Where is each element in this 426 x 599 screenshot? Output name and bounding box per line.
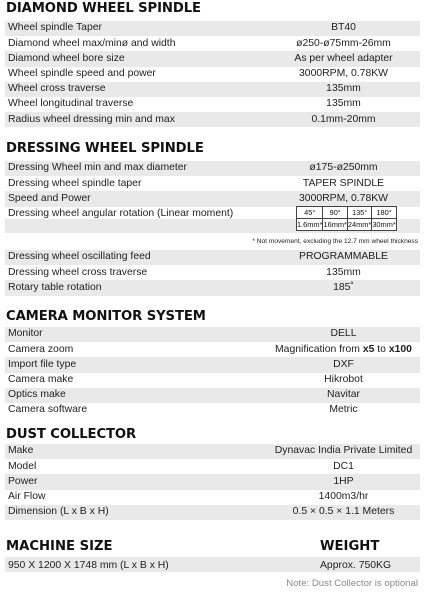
spec-row bbox=[5, 51, 420, 66]
moment-cell: 30mm* bbox=[372, 220, 396, 229]
spec-value: Metric bbox=[329, 404, 358, 416]
machine-size-value: 950 X 1200 X 1748 mm (L x B x H) bbox=[8, 560, 169, 571]
spec-row bbox=[5, 265, 420, 280]
spec-label: Wheel spindle Taper bbox=[8, 22, 102, 34]
spec-value: Dynavac India Private Limited bbox=[274, 445, 413, 457]
spec-row bbox=[5, 388, 420, 403]
diamond-section-title: DIAMOND WHEEL SPINDLE bbox=[6, 1, 201, 16]
spec-row bbox=[5, 176, 420, 191]
weight-value: Approx. 750KG bbox=[320, 560, 392, 571]
dust-rows bbox=[5, 444, 420, 520]
moment-cell: 1.6mm* bbox=[297, 220, 323, 229]
spec-label: Diamond wheel max/minø and width bbox=[8, 37, 176, 49]
spec-value: Hikrobot bbox=[324, 373, 363, 385]
spec-label: Camera zoom bbox=[8, 343, 74, 355]
spec-label: Speed and Power bbox=[8, 192, 91, 204]
spec-label: Camera software bbox=[8, 404, 88, 416]
moment-cell: 24mm* bbox=[347, 220, 372, 229]
spec-value: ø250-ø75mm-26mm bbox=[296, 37, 391, 49]
spec-label: Dressing wheel angular rotation (Linear moment) bbox=[8, 207, 234, 219]
spec-row bbox=[5, 280, 420, 295]
spec-row bbox=[5, 373, 420, 388]
spec-row bbox=[5, 459, 420, 474]
spec-row bbox=[5, 505, 420, 520]
spec-row bbox=[5, 444, 420, 459]
spec-value: 0.1mm-20mm bbox=[311, 113, 376, 125]
angle-row bbox=[297, 207, 397, 219]
spec-value: DXF bbox=[333, 358, 354, 370]
dust-section-title: DUST COLLECTOR bbox=[6, 427, 137, 442]
spec-value: 0.5 × 0.5 × 1.1 Meters bbox=[292, 506, 395, 518]
moment-row bbox=[297, 219, 397, 231]
zoom-min: x5 bbox=[362, 343, 375, 355]
camera-rows bbox=[5, 327, 420, 418]
spec-value: TAPER SPINDLE bbox=[302, 177, 385, 189]
spec-label: Monitor bbox=[8, 328, 43, 340]
moment-cell: 16mm* bbox=[323, 220, 347, 229]
spec-value: DC1 bbox=[333, 460, 354, 472]
spec-label: Rotary table rotation bbox=[8, 281, 102, 293]
spec-value bbox=[267, 345, 420, 355]
spec-label: Dressing Wheel min and max diameter bbox=[8, 162, 188, 174]
spec-row bbox=[5, 21, 420, 36]
zoom-text-mid: to bbox=[374, 343, 389, 355]
spec-label: Wheel spindle speed and power bbox=[8, 67, 156, 79]
spec-value: 135mm bbox=[326, 83, 361, 95]
spec-value: 135mm bbox=[326, 266, 361, 278]
dressing-rows-2 bbox=[5, 250, 420, 296]
spec-row bbox=[5, 97, 420, 112]
zoom-text-pre: Magnification from bbox=[275, 343, 363, 355]
spec-value: DELL bbox=[330, 328, 357, 340]
spec-value: Navitar bbox=[327, 389, 360, 401]
spec-label: Wheel cross traverse bbox=[8, 83, 106, 95]
weight-title: WEIGHT bbox=[320, 539, 380, 554]
angle-cell: 135° bbox=[347, 207, 371, 219]
spec-label: Radius wheel dressing min and max bbox=[8, 113, 175, 125]
spec-row bbox=[5, 82, 420, 97]
spec-row bbox=[5, 342, 420, 357]
angle-cell: 45° bbox=[297, 207, 323, 219]
spec-label: Dressing wheel oscillating feed bbox=[8, 251, 151, 263]
spec-row bbox=[5, 67, 420, 82]
machine-size-title: MACHINE SIZE bbox=[6, 539, 113, 554]
spec-label: Power bbox=[8, 475, 38, 487]
spec-value: 185˚ bbox=[333, 281, 354, 293]
angular-footnote: * Not movement, excluding the 12.7 mm wheel thickness bbox=[252, 238, 418, 245]
camera-section-title: CAMERA MONITOR SYSTEM bbox=[6, 309, 206, 324]
diamond-rows bbox=[5, 21, 420, 127]
spec-row bbox=[5, 250, 420, 265]
angle-cell: 180° bbox=[372, 207, 396, 219]
spec-label: Import file type bbox=[8, 358, 77, 370]
spec-row bbox=[5, 36, 420, 51]
spec-value: As per wheel adapter bbox=[294, 52, 393, 64]
angular-rotation-table bbox=[296, 206, 397, 231]
optional-note: Note: Dust Collector is optional bbox=[286, 578, 418, 589]
spec-label: Dimension (L x B x H) bbox=[8, 506, 109, 518]
spec-label: Air Flow bbox=[8, 490, 46, 502]
spec-row bbox=[5, 474, 420, 489]
spec-label: Make bbox=[8, 445, 34, 457]
spec-value: 1HP bbox=[333, 475, 354, 487]
spec-value: 3000RPM, 0.78KW bbox=[299, 192, 388, 204]
spec-value: 3000RPM, 0.78KW bbox=[299, 67, 388, 79]
spec-row bbox=[5, 112, 420, 127]
spec-row bbox=[5, 357, 420, 372]
spec-value: 1400m3/hr bbox=[318, 490, 369, 502]
zoom-max: x100 bbox=[388, 343, 412, 355]
dressing-section-title: DRESSING WHEEL SPINDLE bbox=[6, 141, 204, 156]
spec-value: 135mm bbox=[326, 98, 361, 110]
spec-row bbox=[5, 403, 420, 418]
spec-label: Camera make bbox=[8, 373, 74, 385]
spec-label: Diamond wheel bore size bbox=[8, 52, 125, 64]
spec-row bbox=[5, 490, 420, 505]
spec-label: Dressing wheel cross traverse bbox=[8, 266, 148, 278]
spec-row bbox=[5, 327, 420, 342]
spec-label: Wheel longitudinal traverse bbox=[8, 98, 134, 110]
spec-value: ø175-ø250mm bbox=[309, 162, 378, 174]
spec-row bbox=[5, 161, 420, 176]
spec-value: BT40 bbox=[331, 22, 356, 34]
spec-row bbox=[5, 191, 420, 206]
spec-label: Model bbox=[8, 460, 37, 472]
spec-label: Optics make bbox=[8, 389, 66, 401]
angle-cell: 90° bbox=[323, 207, 347, 219]
spec-value: PROGRAMMABLE bbox=[299, 251, 388, 263]
spec-label: Dressing wheel spindle taper bbox=[8, 177, 142, 189]
